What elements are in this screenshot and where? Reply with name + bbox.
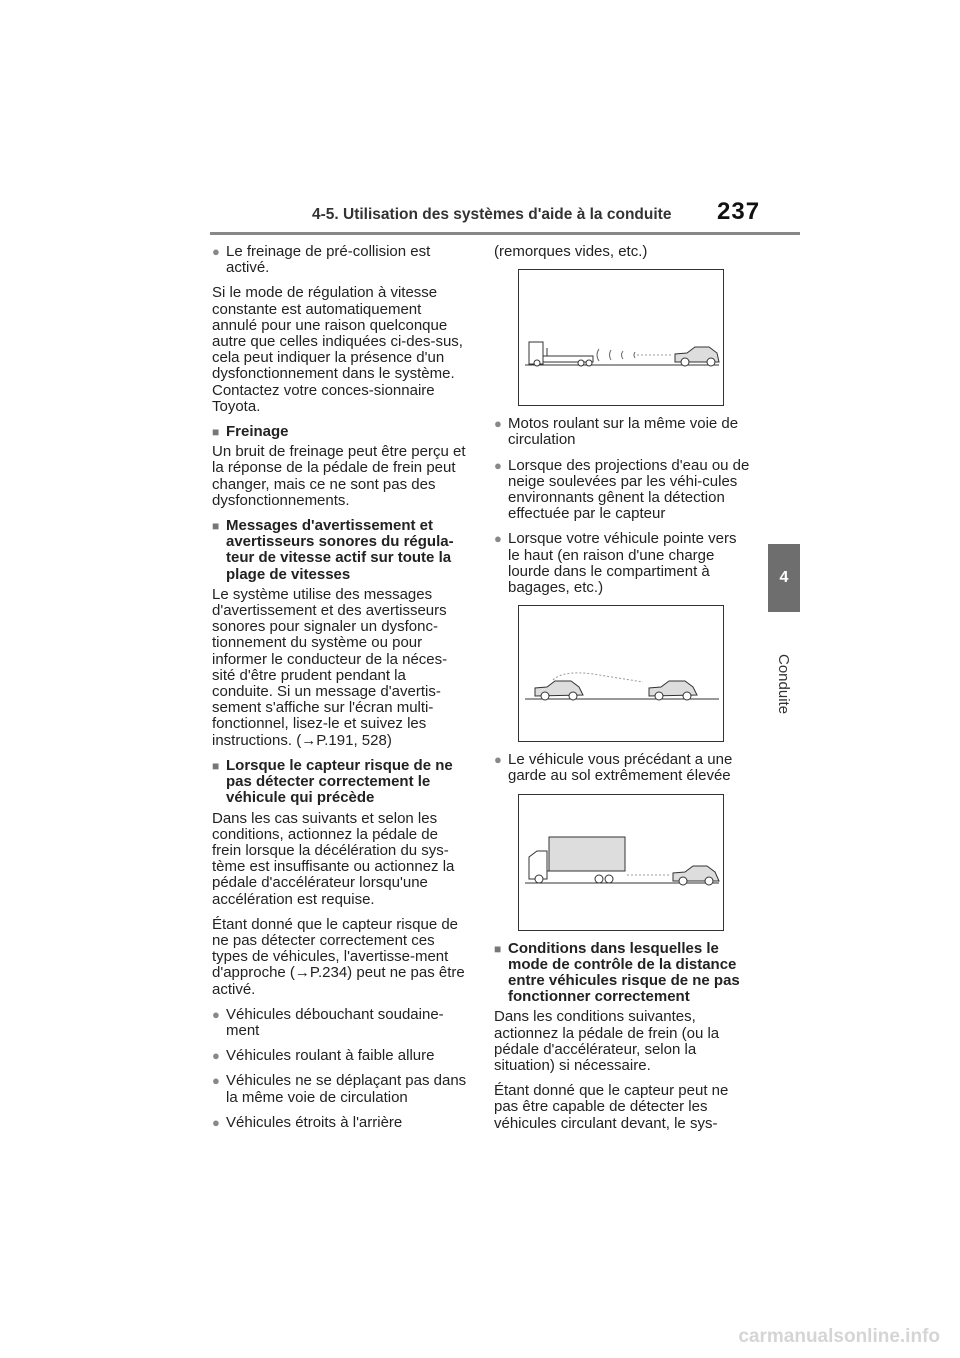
header-rule <box>210 232 800 235</box>
list-item: ● Lorsque des projections d'eau ou de neige soulevées par les véhi-cules environnants gênent la détection effectuée par le capteur <box>494 456 750 523</box>
paragraph: Étant donné que le capteur peut ne pas être capable de détecter les véhicules circulant devant, le sys- <box>494 1082 729 1132</box>
section-heading: ■ Messages d'avertissement et avertisseurs sonores du régula-teur de vitesse actif sur toute la plage de vitesses <box>212 517 454 583</box>
bullet-icon: ● <box>212 1006 220 1022</box>
section-heading: ■ Lorsque le capteur risque de ne pas détecter correctement le véhicule qui précède <box>212 756 453 807</box>
section-heading: ■ Conditions dans lesquelles le mode de contrôle de la distance entre véhicules risque de ne pas fonctionner correctement <box>494 939 740 1006</box>
chapter-title: 4-5. Utilisation des systèmes d'aide à la conduite <box>312 206 672 223</box>
paragraph: Le système utilise des messages d'avertissement et des avertisseurs sonores pour signaler un dysfonc-tionnement du système ou pour informer le conducteur de la néces-sité d'être prudent pendant la conduite. Si un message d'avertis-sement s'affiche sur l'écran multi-fonctionnel, lisez-le et suivez les instructions. (→P.191, 528) <box>212 585 448 749</box>
square-bullet-icon: ■ <box>494 941 502 956</box>
section-heading: ■ Freinage <box>212 423 289 441</box>
square-bullet-icon: ■ <box>212 519 220 534</box>
paragraph: Si le mode de régulation à vitesse constante est automatiquement annulé pour une raison quelconque autre que celles indiquées ci-des-sus, cela peut indiquer la présence d'un dysfonctionnement dans le système. Contactez votre conces-sionnaire Toyota. <box>212 284 463 415</box>
chapter-side-label: Conduite <box>775 654 792 715</box>
illustration-vehicle-pointing-up <box>518 605 724 742</box>
bullet-icon: ● <box>212 1048 220 1064</box>
watermark: carmanualsonline.info <box>738 1326 940 1347</box>
bullet-icon: ● <box>494 457 502 473</box>
paragraph: (remorques vides, etc.) <box>494 243 648 260</box>
paragraph: Dans les conditions suivantes, actionnez la pédale de frein (ou la pédale d'accélérateur, selon la situation) si nécessaire. <box>494 1008 720 1075</box>
list-item: ● Le freinage de pré-collision est activé. <box>212 243 431 277</box>
square-bullet-icon: ■ <box>212 425 220 440</box>
square-bullet-icon: ■ <box>212 758 220 773</box>
paragraph: Un bruit de freinage peut être perçu et la réponse de la pédale de frein peut changer, mais ce ne sont pas des dysfonctionnements. <box>212 443 466 509</box>
bullet-icon: ● <box>212 1114 220 1130</box>
list-item: ● Lorsque votre véhicule pointe vers le haut (en raison d'une charge lourde dans le compartiment à bagages, etc.) <box>494 530 737 597</box>
bullet-icon: ● <box>494 531 502 547</box>
right-column <box>494 244 752 1141</box>
paragraph: Étant donné que le capteur risque de ne pas détecter correctement ces types de véhicules, l'avertisse-ment d'approche (→P.234) peut ne pas être activé. <box>212 915 465 998</box>
paragraph: Dans les cas suivants et selon les conditions, actionnez la pédale de frein lorsque la décélération du sys-tème est insuffisante ou actionnez la pédale d'accélérateur lorsqu'une accélération est requise. <box>212 809 455 908</box>
list-item: ● Véhicules roulant à faible allure <box>212 1047 435 1065</box>
list-item: ● Motos roulant sur la même voie de circulation <box>494 415 739 449</box>
bullet-icon: ● <box>494 752 502 768</box>
page-number: 237 <box>717 198 761 225</box>
chapter-tab <box>768 544 800 612</box>
bullet-icon: ● <box>494 416 502 432</box>
list-item: ● Le véhicule vous précédant a une garde au sol extrêmement élevée <box>494 751 733 785</box>
left-column <box>212 244 470 1140</box>
list-item: ● Véhicules ne se déplaçant pas dans la même voie de circulation <box>212 1072 467 1106</box>
chapter-tab-number: 4 <box>779 569 789 586</box>
bullet-icon: ● <box>212 244 220 259</box>
list-item: ● Véhicules débouchant soudaine-ment <box>212 1005 444 1039</box>
illustration-high-clearance-truck <box>518 794 724 931</box>
illustration-empty-trailer <box>518 269 724 406</box>
bullet-icon: ● <box>212 1073 220 1089</box>
list-item: ● Véhicules étroits à l'arrière <box>212 1113 403 1131</box>
